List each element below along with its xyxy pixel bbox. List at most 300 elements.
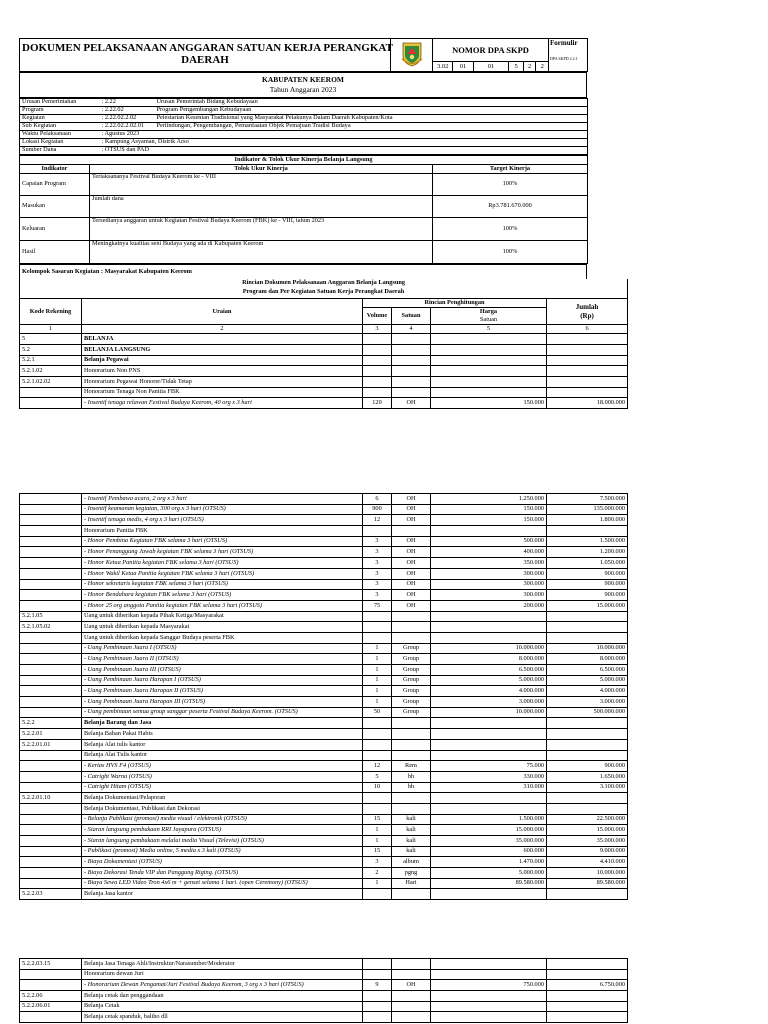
jumlah bbox=[547, 959, 628, 970]
kode-rekening bbox=[20, 878, 82, 889]
regional-emblem-logo bbox=[391, 39, 433, 72]
satuan: kali bbox=[392, 846, 431, 857]
budget-row bbox=[20, 814, 628, 825]
document-title: DOKUMEN PELAKSANAAN ANGGARAN SATUAN KERJA PERANGKAT DAERAH bbox=[20, 39, 391, 72]
budget-row bbox=[20, 825, 628, 836]
info-label: Urusan Pemerintahan bbox=[20, 99, 100, 107]
jumlah bbox=[547, 526, 628, 537]
volume: 1 bbox=[363, 825, 392, 836]
uraian: Uang untuk diberikan kepada Pihak Ketiga/Masyarakat bbox=[82, 611, 363, 622]
satuan: kali bbox=[392, 836, 431, 847]
satuan: OH bbox=[392, 515, 431, 526]
kode-rekening bbox=[20, 686, 82, 697]
info-row bbox=[20, 147, 588, 155]
harga-satuan: 300.000 bbox=[431, 568, 547, 579]
kode-rekening bbox=[20, 504, 82, 515]
satuan: OH bbox=[392, 547, 431, 558]
budget-row bbox=[20, 366, 628, 377]
harga-satuan bbox=[431, 611, 547, 622]
harga-satuan bbox=[431, 739, 547, 750]
kode-rekening: 5 bbox=[20, 334, 82, 345]
col-indikator: Indikator bbox=[20, 165, 90, 174]
volume: 1 bbox=[363, 836, 392, 847]
jumlah bbox=[547, 632, 628, 643]
satuan: Group bbox=[392, 707, 431, 718]
satuan bbox=[392, 959, 431, 970]
info-desc: Pelestarian Kesenian Tradisional yang Masyarakat Pelakunya Dalam Daerah Kabupaten/Kota bbox=[155, 115, 588, 123]
kode-rekening bbox=[20, 568, 82, 579]
col-kode-rekening: Kode Rekening bbox=[20, 299, 82, 325]
harga-satuan: 5.000.000 bbox=[431, 868, 547, 879]
col-satuan: Satuan bbox=[392, 308, 431, 325]
satuan: OH bbox=[392, 579, 431, 590]
volume: 3 bbox=[363, 558, 392, 569]
harga-satuan bbox=[431, 969, 547, 980]
satuan bbox=[392, 793, 431, 804]
budget-row bbox=[20, 547, 628, 558]
info-row bbox=[20, 123, 588, 131]
rincian-title: Rincian Dokumen Pelaksanaan Anggaran Belanja Langsung Program dan Per Kegiatan Satuan Kerja Perangkat Daerah bbox=[20, 279, 628, 299]
satuan bbox=[392, 387, 431, 398]
info-desc: Program Pengembangan Kebudayaan bbox=[155, 107, 588, 115]
kode-rekening bbox=[20, 536, 82, 547]
nomor-dpa-cell bbox=[433, 39, 549, 72]
jumlah bbox=[547, 334, 628, 345]
budget-row bbox=[20, 707, 628, 718]
uraian: Belanja Alat tulis kantor bbox=[82, 739, 363, 750]
uraian: - Uang Pembinaan Juara Harapan III (OTSUS) bbox=[82, 697, 363, 708]
uraian: Belanja Dokumentasi/Pelaporan bbox=[82, 793, 363, 804]
uraian: - Honor Pembina Kegiatan FBK selama 3 hari (OTSUS) bbox=[82, 536, 363, 547]
satuan bbox=[392, 991, 431, 1002]
budget-row bbox=[20, 568, 628, 579]
jumlah: 10.000.000 bbox=[547, 868, 628, 879]
harga-satuan bbox=[431, 750, 547, 761]
volume: 15 bbox=[363, 814, 392, 825]
uraian: Honorarium Panitia FBK bbox=[82, 526, 363, 537]
jumlah: 1.800.000 bbox=[547, 515, 628, 526]
harga-satuan: 1.250.000 bbox=[431, 494, 547, 505]
jumlah: 8.000.000 bbox=[547, 654, 628, 665]
harga-satuan: 89.580.000 bbox=[431, 878, 547, 889]
volume: 900 bbox=[363, 504, 392, 515]
kode-rekening bbox=[20, 750, 82, 761]
satuan bbox=[392, 526, 431, 537]
info-value: : 2.22.02 bbox=[100, 107, 155, 115]
satuan bbox=[392, 366, 431, 377]
uraian: Belanja Pegawai bbox=[82, 355, 363, 366]
harga-satuan bbox=[431, 387, 547, 398]
kode-rekening bbox=[20, 600, 82, 611]
harga-satuan bbox=[431, 526, 547, 537]
volume bbox=[363, 526, 392, 537]
jumlah: 900.000 bbox=[547, 579, 628, 590]
jumlah: 135.000.000 bbox=[547, 504, 628, 515]
budget-row bbox=[20, 536, 628, 547]
info-value: : Agustus 2023 bbox=[100, 131, 155, 139]
budget-row bbox=[20, 526, 628, 537]
target-kinerja: 100% bbox=[433, 241, 588, 264]
volume: 1 bbox=[363, 643, 392, 654]
budget-row bbox=[20, 345, 628, 356]
volume bbox=[363, 991, 392, 1002]
volume: 15 bbox=[363, 846, 392, 857]
kode-rekening: 5.2.1.02 bbox=[20, 366, 82, 377]
col-rincian-penghitungan: Rincian Penghitungan bbox=[363, 299, 547, 308]
volume: 120 bbox=[363, 398, 392, 409]
harga-satuan bbox=[431, 366, 547, 377]
uraian: - Belanja Publikasi (promosi) media visual / elektronik (OTSUS) bbox=[82, 814, 363, 825]
kode-rekening bbox=[20, 526, 82, 537]
info-label: Sumber Dana bbox=[20, 147, 100, 155]
satuan: bh bbox=[392, 782, 431, 793]
uraian: - Catright Warna (OTSUS) bbox=[82, 771, 363, 782]
target-kinerja: Rp3.781.670.000 bbox=[433, 196, 588, 218]
jumlah: 900.000 bbox=[547, 568, 628, 579]
jumlah bbox=[547, 793, 628, 804]
uraian: - Insentif tenaga medis, 4 org x 3 hari (OTSUS) bbox=[82, 515, 363, 526]
budget-row bbox=[20, 836, 628, 847]
harga-satuan: 300.000 bbox=[431, 590, 547, 601]
kode-rekening bbox=[20, 846, 82, 857]
budget-row bbox=[20, 980, 628, 991]
volume bbox=[363, 377, 392, 388]
formulir-cell: Formulir DPA SKPD 2.2.1 bbox=[549, 39, 588, 72]
jumlah bbox=[547, 729, 628, 740]
kode-rekening: 5.2.1.05.02 bbox=[20, 622, 82, 633]
jumlah: 7.500.000 bbox=[547, 494, 628, 505]
kode-rekening bbox=[20, 494, 82, 505]
kode-rekening: 5.2.2.01.10 bbox=[20, 793, 82, 804]
harga-satuan: 150.000 bbox=[431, 515, 547, 526]
uraian: Uang untuk diberikan kepada Masyarakat bbox=[82, 622, 363, 633]
jumlah bbox=[547, 991, 628, 1002]
budget-row bbox=[20, 718, 628, 729]
harga-satuan: 35.000.000 bbox=[431, 836, 547, 847]
section-1-rows bbox=[20, 334, 628, 409]
col-num: 5 bbox=[431, 325, 547, 334]
satuan bbox=[392, 750, 431, 761]
info-desc bbox=[155, 147, 588, 155]
harga-satuan: 75.000 bbox=[431, 761, 547, 772]
kode-rekening bbox=[20, 771, 82, 782]
info-row bbox=[20, 139, 588, 147]
jumlah: 3.000.000 bbox=[547, 697, 628, 708]
budget-row bbox=[20, 750, 628, 761]
kode-rekening bbox=[20, 803, 82, 814]
satuan: Group bbox=[392, 665, 431, 676]
uraian: Honorarium Pegawai Honorer/Tidak Tetap bbox=[82, 377, 363, 388]
harga-satuan: 10.000.000 bbox=[431, 707, 547, 718]
harga-satuan: 4.000.000 bbox=[431, 686, 547, 697]
target-kinerja: 100% bbox=[433, 218, 588, 241]
volume bbox=[363, 387, 392, 398]
info-value: : 2.22.02.2.02 bbox=[100, 115, 155, 123]
kode-rekening bbox=[20, 558, 82, 569]
harga-satuan bbox=[431, 1012, 547, 1023]
satuan bbox=[392, 803, 431, 814]
uraian: - Uang Pembinaan Juara Harapan II (OTSUS) bbox=[82, 686, 363, 697]
budget-row bbox=[20, 686, 628, 697]
col-num: 4 bbox=[392, 325, 431, 334]
uraian: - Catright Hitam (OTSUS) bbox=[82, 782, 363, 793]
jumlah: 5.000.000 bbox=[547, 675, 628, 686]
uraian: - Honor Wakil Ketua Panitia kegiatan FBK selama 3 hari (OTSUS) bbox=[82, 568, 363, 579]
volume: 1 bbox=[363, 878, 392, 889]
kelompok-sasaran: Kelompok Sasaran Kegiatan : Masyarakat Kabupaten Keerom bbox=[20, 265, 587, 279]
kode-rekening bbox=[20, 398, 82, 409]
indikator-name: Capaian Program bbox=[20, 174, 90, 196]
volume: 5 bbox=[363, 771, 392, 782]
satuan: Hari bbox=[392, 878, 431, 889]
indikator-row bbox=[20, 241, 588, 264]
uraian: - Uang Pembinaan Juara III (OTSUS) bbox=[82, 665, 363, 676]
volume: 6 bbox=[363, 494, 392, 505]
col-num: 6 bbox=[547, 325, 628, 334]
harga-satuan: 1.500.000 bbox=[431, 814, 547, 825]
harga-satuan: 5.000.000 bbox=[431, 675, 547, 686]
harga-satuan bbox=[431, 345, 547, 356]
satuan: bh bbox=[392, 771, 431, 782]
uraian: Uang untuk diberikan kepada Sanggar Budaya peserta FBK bbox=[82, 632, 363, 643]
indikator-row bbox=[20, 196, 588, 218]
volume: 75 bbox=[363, 600, 392, 611]
info-desc bbox=[155, 139, 588, 147]
uraian: Honorarium dewan Juri bbox=[82, 969, 363, 980]
jumlah bbox=[547, 377, 628, 388]
kode-rekening bbox=[20, 825, 82, 836]
budget-row bbox=[20, 611, 628, 622]
uraian: Belanja Cetak bbox=[82, 1001, 363, 1012]
jumlah: 15.000.000 bbox=[547, 825, 628, 836]
volume: 3 bbox=[363, 590, 392, 601]
harga-satuan: 500.000 bbox=[431, 536, 547, 547]
satuan bbox=[392, 739, 431, 750]
budget-row bbox=[20, 857, 628, 868]
kode-rekening: 5.2.1.05 bbox=[20, 611, 82, 622]
satuan: OH bbox=[392, 398, 431, 409]
satuan: Group bbox=[392, 654, 431, 665]
volume bbox=[363, 729, 392, 740]
volume: 3 bbox=[363, 579, 392, 590]
col-harga-satuan: Harga Satuan bbox=[431, 308, 547, 325]
budget-row bbox=[20, 355, 628, 366]
document-header bbox=[19, 38, 626, 409]
volume: 3 bbox=[363, 568, 392, 579]
info-value: : 2.22.02.2.02.01 bbox=[100, 123, 155, 131]
jumlah: 9.000.000 bbox=[547, 846, 628, 857]
harga-satuan bbox=[431, 729, 547, 740]
info-desc: Urusan Pemerintah Bidang Kebudayaan bbox=[155, 99, 588, 107]
kode-rekening bbox=[20, 761, 82, 772]
jumlah: 10.000.000 bbox=[547, 643, 628, 654]
harga-satuan bbox=[431, 991, 547, 1002]
budget-row bbox=[20, 515, 628, 526]
harga-satuan: 300.000 bbox=[431, 579, 547, 590]
budget-row bbox=[20, 590, 628, 601]
volume: 12 bbox=[363, 515, 392, 526]
nomor-dpa-code: 3.02 01 01 5 2 2 bbox=[433, 61, 548, 71]
satuan: OH bbox=[392, 980, 431, 991]
kode-rekening bbox=[20, 675, 82, 686]
info-value: : OTSUS dan PAD bbox=[100, 147, 155, 155]
harga-satuan bbox=[431, 622, 547, 633]
budget-row bbox=[20, 739, 628, 750]
jumlah: 900.000 bbox=[547, 590, 628, 601]
jumlah bbox=[547, 355, 628, 366]
tolok-ukur: Terlaksananya Festival Budaya Keerom ke - VIII bbox=[90, 174, 433, 196]
kode-rekening: 5.2.2 bbox=[20, 718, 82, 729]
kode-rekening bbox=[20, 387, 82, 398]
volume bbox=[363, 959, 392, 970]
kode-rekening bbox=[20, 980, 82, 991]
kode-rekening: 5.2.2.01 bbox=[20, 729, 82, 740]
col-num: 2 bbox=[82, 325, 363, 334]
jumlah: 22.500.000 bbox=[547, 814, 628, 825]
uraian: - Honor sekretaris kegiatan FBK selama 3 hari (OTSUS) bbox=[82, 579, 363, 590]
info-label: Sub Kegiatan bbox=[20, 123, 100, 131]
harga-satuan: 8.000.000 bbox=[431, 654, 547, 665]
info-row bbox=[20, 99, 588, 107]
uraian: - Uang Pembinaan Juara II (OTSUS) bbox=[82, 654, 363, 665]
kode-rekening: 5.2 bbox=[20, 345, 82, 356]
info-label: Program bbox=[20, 107, 100, 115]
kode-rekening bbox=[20, 1012, 82, 1023]
indikator-title: Indikator & Tolok Ukur Kinerja Belanja Langsung bbox=[20, 156, 588, 165]
jumlah: 3.100.000 bbox=[547, 782, 628, 793]
indikator-table bbox=[19, 155, 588, 264]
satuan bbox=[392, 345, 431, 356]
jumlah: 6.500.000 bbox=[547, 665, 628, 676]
satuan bbox=[392, 889, 431, 900]
volume bbox=[363, 632, 392, 643]
info-row bbox=[20, 131, 588, 139]
budget-row bbox=[20, 622, 628, 633]
jumlah bbox=[547, 718, 628, 729]
budget-row bbox=[20, 793, 628, 804]
indikator-row bbox=[20, 174, 588, 196]
satuan: pgng bbox=[392, 868, 431, 879]
volume: 3 bbox=[363, 547, 392, 558]
nomor-dpa-label: NOMOR DPA SKPD bbox=[452, 45, 529, 55]
harga-satuan bbox=[431, 959, 547, 970]
budget-row bbox=[20, 665, 628, 676]
uraian: - Publikasi (promosi) Media online, 5 media x 3 kali (OTSUS) bbox=[82, 846, 363, 857]
kabupaten-tahun: KABUPATEN KEEROM Tahun Anggaran 2023 bbox=[20, 73, 587, 98]
jumlah bbox=[547, 1001, 628, 1012]
uraian: - Kertas HVS F4 (OTSUS) bbox=[82, 761, 363, 772]
info-table bbox=[19, 98, 588, 155]
budget-row bbox=[20, 878, 628, 889]
budget-row bbox=[20, 729, 628, 740]
satuan: kali bbox=[392, 825, 431, 836]
col-target: Target Kinerja bbox=[433, 165, 588, 174]
satuan bbox=[392, 611, 431, 622]
volume bbox=[363, 739, 392, 750]
jumlah: 18.000.000 bbox=[547, 398, 628, 409]
rincian-continuation-2 bbox=[19, 958, 625, 1023]
harga-satuan: 310.000 bbox=[431, 782, 547, 793]
harga-satuan: 150.000 bbox=[431, 504, 547, 515]
col-num: 3 bbox=[363, 325, 392, 334]
kode-rekening bbox=[20, 868, 82, 879]
harga-satuan: 6.500.000 bbox=[431, 665, 547, 676]
uraian: - Siaran langsung pembukaan RRI Jayapura (OTSUS) bbox=[82, 825, 363, 836]
uraian: - Uang Pembinaan Juara Harapan I (OTSUS) bbox=[82, 675, 363, 686]
satuan bbox=[392, 334, 431, 345]
uraian: - Insentif tenaga relawan Festival Budaya Keerom, 40 org x 3 hari bbox=[82, 398, 363, 409]
kode-rekening: 5.2.2.03 bbox=[20, 889, 82, 900]
volume: 10 bbox=[363, 782, 392, 793]
rincian-table bbox=[19, 279, 628, 410]
volume: 1 bbox=[363, 697, 392, 708]
uraian: - Uang pembinaan semua group sanggar peserta Festival Budaya Keerom. (OTSUS) bbox=[82, 707, 363, 718]
volume bbox=[363, 366, 392, 377]
jumlah: 15.000.000 bbox=[547, 600, 628, 611]
harga-satuan bbox=[431, 889, 547, 900]
satuan: OH bbox=[392, 504, 431, 515]
satuan: Group bbox=[392, 675, 431, 686]
harga-satuan bbox=[431, 355, 547, 366]
kode-rekening bbox=[20, 782, 82, 793]
harga-satuan: 150.000 bbox=[431, 398, 547, 409]
col-volume: Volume bbox=[363, 308, 392, 325]
uraian: - Biaya Dekorasi Tenda VIP dan Panggung Riging. (OTSUS) bbox=[82, 868, 363, 879]
tolok-ukur: Meningkatnya kualitas seni Budaya yang ada di Kabupaten Keerom bbox=[90, 241, 433, 264]
volume: 50 bbox=[363, 707, 392, 718]
budget-row bbox=[20, 558, 628, 569]
harga-satuan: 10.000.000 bbox=[431, 643, 547, 654]
harga-satuan bbox=[431, 1001, 547, 1012]
volume: 1 bbox=[363, 686, 392, 697]
satuan bbox=[392, 377, 431, 388]
uraian: Honorarium Non PNS bbox=[82, 366, 363, 377]
kode-rekening bbox=[20, 547, 82, 558]
budget-row bbox=[20, 771, 628, 782]
uraian: - Honor Penanggung Jawab kegiatan FBK selama 3 hari (OTSUS) bbox=[82, 547, 363, 558]
budget-row bbox=[20, 643, 628, 654]
budget-row bbox=[20, 494, 628, 505]
uraian: Belanja Barang dan Jasa bbox=[82, 718, 363, 729]
uraian: - Siaran langsung pembukaan melalui media Visual (Televisi) (OTSUS) bbox=[82, 836, 363, 847]
info-value: : 2.22 bbox=[100, 99, 155, 107]
satuan bbox=[392, 1001, 431, 1012]
indikator-row bbox=[20, 218, 588, 241]
uraian: Honorarium Tenaga Non Panitia FBK bbox=[82, 387, 363, 398]
volume: 12 bbox=[363, 761, 392, 772]
satuan: album bbox=[392, 857, 431, 868]
budget-row bbox=[20, 398, 628, 409]
kode-rekening: 5.2.2.06.01 bbox=[20, 1001, 82, 1012]
jumlah bbox=[547, 345, 628, 356]
budget-row bbox=[20, 600, 628, 611]
indikator-name: Hasil bbox=[20, 241, 90, 264]
jumlah: 900.000 bbox=[547, 761, 628, 772]
satuan bbox=[392, 632, 431, 643]
jumlah bbox=[547, 750, 628, 761]
kode-rekening: 5.2.1.02.02 bbox=[20, 377, 82, 388]
uraian: - Honor Ketua Panitia kegiatan FBK selama 3 hari (OTSUS) bbox=[82, 558, 363, 569]
uraian: Belanja cetak spanduk, baliho dll bbox=[82, 1012, 363, 1023]
budget-row bbox=[20, 504, 628, 515]
budget-row bbox=[20, 868, 628, 879]
col-jumlah: Jumlah (Rp) bbox=[547, 299, 628, 325]
uraian: - Biaya Dokumentasi (OTSUS) bbox=[82, 857, 363, 868]
harga-satuan: 15.000.000 bbox=[431, 825, 547, 836]
tolok-ukur: Tersedianya anggaran untuk Kegiatan Festival Budaya Keerom (FBK) ke - VIII, tahun 2023 bbox=[90, 218, 433, 241]
volume bbox=[363, 345, 392, 356]
target-kinerja: 100% bbox=[433, 174, 588, 196]
